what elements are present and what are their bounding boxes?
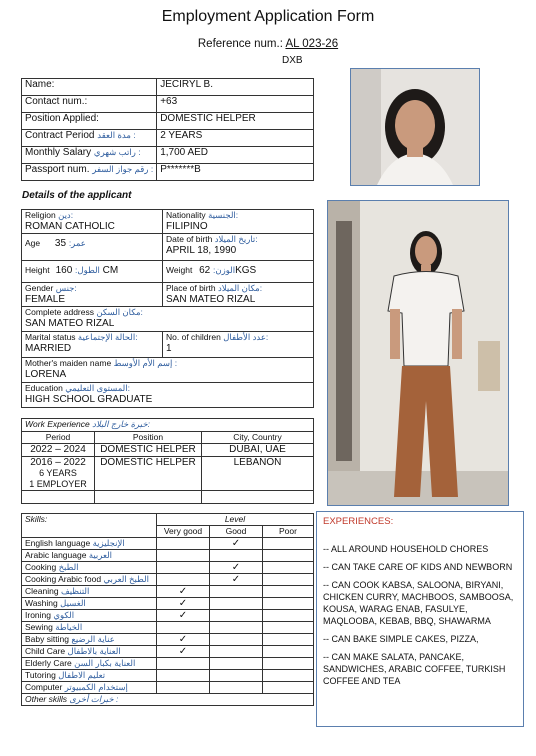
form-title: Employment Application Form (161, 8, 375, 25)
skill-g (210, 646, 263, 658)
skill-vg (157, 682, 210, 694)
details-heading: Details of the applicant (22, 190, 132, 201)
skill-name: Cooking Arabic food (25, 574, 102, 584)
pob-label-ar: مكان الميلاد: (218, 283, 263, 293)
skill-name: Computer (25, 682, 63, 692)
passport-label-cell (22, 164, 157, 181)
work-empty-c (202, 491, 314, 504)
children-value: 1 (166, 343, 172, 354)
skill-g (210, 550, 263, 562)
work-city-0: DUBAI, UAE (202, 444, 314, 457)
mother-label: Mother's maiden name (25, 358, 112, 368)
skill-vg (157, 670, 210, 682)
skill-name-ar: عناية الرضيع (71, 634, 115, 644)
skill-name-ar: تعليم الاطفال (58, 670, 106, 680)
salary-label-cell (22, 147, 157, 164)
experience-item: -- ALL AROUND HOUSEHOLD CHORES (323, 544, 489, 554)
skill-vg: ✓ (157, 634, 210, 646)
skill-vg: ✓ (157, 598, 210, 610)
full-body-photo (327, 200, 509, 506)
headshot-illustration (351, 69, 479, 185)
level-label: Level (157, 514, 314, 526)
education-label-ar: المستوى التعليمي: (65, 383, 130, 393)
skill-name: Elderly Care (25, 658, 72, 668)
mother-label-ar: إسم الأم الأوسط : (113, 358, 178, 368)
skill-name-ar: العناية بالاطفال (67, 646, 121, 656)
skill-vg: ✓ (157, 610, 210, 622)
col-city: City, Country (202, 432, 314, 444)
contract-label: Contract Period (25, 130, 95, 141)
skill-p (263, 538, 314, 550)
skill-name: Washing (25, 598, 58, 608)
gender-value: FEMALE (25, 294, 66, 305)
dob-label: Date of birth (166, 234, 213, 244)
skill-row-cleaning (22, 586, 157, 598)
marital-label: Marital status (25, 332, 76, 342)
experience-item: -- CAN TAKE CARE OF KIDS AND NEWBORN (323, 562, 513, 572)
skill-row-english (22, 538, 157, 550)
address-value: SAN MATEO RIZAL (25, 318, 115, 329)
religion-value: ROMAN CATHOLIC (25, 221, 115, 232)
salary-value: 1,700 AED (157, 147, 314, 164)
skill-row-washing (22, 598, 157, 610)
gender-label: Gender (25, 283, 54, 293)
skill-p (263, 622, 314, 634)
skill-name: Tutoring (25, 670, 56, 680)
gender-cell (22, 283, 163, 307)
location-code: DXB (282, 55, 303, 66)
height-label-ar: الطول: (75, 265, 100, 275)
marital-label-ar: الحالة الإجتماعية: (77, 332, 138, 342)
work-empty-a (22, 491, 95, 504)
weight-cell (163, 261, 314, 283)
weight-value: 62KGS (199, 265, 257, 276)
skill-g (210, 610, 263, 622)
skill-row-baby-sitting (22, 634, 157, 646)
work-experience-table (21, 418, 314, 504)
age-label-ar: عمر: (68, 238, 86, 248)
skill-name-ar: العربية (88, 550, 113, 560)
skill-p (263, 658, 314, 670)
col-good: Good (210, 526, 263, 538)
skill-name: Sewing (25, 622, 53, 632)
other-skills-label-ar: خبرات أخرى : (69, 694, 119, 704)
skill-g (210, 658, 263, 670)
salary-label-ar: راتب شهري : (93, 147, 141, 157)
skill-p (263, 646, 314, 658)
skill-p (263, 610, 314, 622)
passport-label-ar: رقم جواز السفر : (92, 164, 154, 174)
skill-name-ar: الطبخ (58, 562, 79, 572)
skill-p (263, 670, 314, 682)
weight-label-ar: الوزن: (213, 265, 236, 275)
age-cell (22, 234, 163, 261)
skill-name: Arabic language (25, 550, 87, 560)
name-label: Name: (22, 79, 157, 96)
nationality-label: Nationality (166, 210, 206, 220)
skill-row-sewing (22, 622, 157, 634)
skill-row-tutoring (22, 670, 157, 682)
nationality-cell (163, 210, 314, 234)
skill-vg (157, 562, 210, 574)
skill-vg (157, 538, 210, 550)
experience-item: -- CAN MAKE SALATA, PANCAKE, SANDWICHES, ARABIC COFFEE, TURKISH COFFEE AND TEA (323, 652, 506, 686)
pob-label: Place of birth (166, 283, 216, 293)
full-body-illustration (328, 201, 508, 505)
work-empty-b (95, 491, 202, 504)
pob-cell (163, 283, 314, 307)
children-label-ar: عدد الأطفال: (223, 332, 269, 342)
height-value: 160 CM (55, 265, 119, 276)
work-label-cell (22, 419, 314, 432)
height-cell (22, 261, 163, 283)
reference-line (0, 38, 536, 50)
dob-cell (163, 234, 314, 261)
age-label: Age (25, 238, 41, 248)
skill-g (210, 586, 263, 598)
passport-value: P*******B (157, 164, 314, 181)
work-position-1: DOMESTIC HELPER (95, 457, 202, 491)
marital-cell (22, 332, 163, 358)
skill-name-ar: الغسيل (60, 598, 86, 608)
education-value: HIGH SCHOOL GRADUATE (25, 394, 153, 405)
education-label: Education (25, 383, 63, 393)
skill-p (263, 574, 314, 586)
skill-name: Cooking (25, 562, 57, 572)
skill-row-cooking (22, 562, 157, 574)
dob-label-ar: تاريخ الميلاد: (214, 234, 258, 244)
work-label-ar: خبرة خارج البلاد: (92, 419, 150, 429)
marital-value: MARRIED (25, 343, 72, 354)
skill-p (263, 586, 314, 598)
work-period-1: 2016 – 2022 (30, 457, 86, 468)
skill-g (210, 634, 263, 646)
age-value: 35 (54, 238, 67, 249)
skill-name: Baby sitting (25, 634, 69, 644)
col-position: Position (95, 432, 202, 444)
religion-cell (22, 210, 163, 234)
experience-item: -- CAN COOK KABSA, SALOONA, BIRYANI, CHICKEN CURRY, MACHBOOS, SAMBOOSA, KOUSA, WARAG ENAB, FASULYE, MAQLOOBA, KEBAB, BBQ, SHAWARMA (323, 580, 514, 626)
reference-label: Reference num.: (197, 38, 283, 50)
skill-name: Child Care (25, 646, 66, 656)
other-skills-label: Other skills (25, 694, 68, 704)
passport-label: Passport num. (25, 164, 90, 175)
col-very-good: Very good (157, 526, 210, 538)
education-cell (22, 383, 314, 408)
weight-label: Weight (166, 265, 193, 275)
work-city-1: LEBANON (202, 457, 314, 491)
skill-name: Ironing (25, 610, 51, 620)
mother-value: LORENA (25, 369, 67, 380)
skill-name-ar: الطبخ العربي (103, 574, 149, 584)
other-skills-cell (22, 694, 314, 706)
contract-label-ar: مدة العقد : (97, 130, 136, 140)
experience-item: -- CAN BAKE SIMPLE CAKES, PIZZA, (323, 634, 479, 644)
position-value: DOMESTIC HELPER (157, 113, 314, 130)
contract-value: 2 YEARS (157, 130, 314, 147)
headshot-photo (350, 68, 480, 186)
skill-name-ar: العناية بكبار السن (74, 658, 136, 668)
skills-label: Skills: (22, 514, 157, 538)
skill-g (210, 682, 263, 694)
skill-name-ar: الكوي (53, 610, 75, 620)
skill-vg: ✓ (157, 586, 210, 598)
skill-g (210, 622, 263, 634)
skill-row-arabic (22, 550, 157, 562)
address-label: Complete address (25, 307, 94, 317)
contact-value: +63 (157, 96, 314, 113)
skill-name: English language (25, 538, 91, 548)
skill-vg: ✓ (157, 646, 210, 658)
work-period-0: 2022 – 2024 (22, 444, 95, 457)
position-label: Position Applied: (22, 113, 157, 130)
skill-p (263, 598, 314, 610)
religion-label-ar: دين: (58, 210, 74, 220)
height-label: Height (25, 265, 50, 275)
details-table (21, 209, 314, 408)
skill-name: Cleaning (25, 586, 59, 596)
basic-info-table (21, 78, 314, 181)
address-cell (22, 307, 314, 332)
skill-row-arabic-cooking (22, 574, 157, 586)
work-label: Work Experience (25, 419, 90, 429)
experiences-title: EXPERIENCES: (323, 516, 394, 527)
name-value: JECIRYL B. (157, 79, 314, 96)
skill-name-ar: إستخدام الكمبيوتر (64, 682, 128, 692)
nationality-label-ar: الجنسية: (208, 210, 239, 220)
skill-name-ar: الخياطة (55, 622, 83, 632)
pob-value: SAN MATEO RIZAL (166, 294, 256, 305)
skill-p (263, 562, 314, 574)
contract-label-cell (22, 130, 157, 147)
skill-vg (157, 658, 210, 670)
work-position-0: DOMESTIC HELPER (95, 444, 202, 457)
address-label-ar: مكان السكن: (96, 307, 143, 317)
skill-name-ar: التنظيف (60, 586, 90, 596)
skill-row-computer (22, 682, 157, 694)
children-cell (163, 332, 314, 358)
skill-row-child-care (22, 646, 157, 658)
col-period: Period (22, 432, 95, 444)
skill-g: ✓ (210, 538, 263, 550)
religion-label: Religion (25, 210, 56, 220)
skill-g (210, 598, 263, 610)
skill-name-ar: الإنجليزية (92, 538, 125, 548)
skill-vg (157, 622, 210, 634)
reference-value: AL 023-26 (285, 38, 339, 50)
skill-p (263, 634, 314, 646)
dob-value: APRIL 18, 1990 (166, 245, 237, 256)
contact-label: Contact num.: (22, 96, 157, 113)
col-poor: Poor (263, 526, 314, 538)
skill-g: ✓ (210, 574, 263, 586)
skill-p (263, 682, 314, 694)
nationality-value: FILIPINO (166, 221, 208, 232)
salary-label: Monthly Salary (25, 147, 92, 158)
work-summary-years: 6 YEARS (39, 468, 77, 478)
mother-cell (22, 358, 314, 383)
skills-table (21, 513, 314, 706)
skill-vg (157, 550, 210, 562)
skill-p (263, 550, 314, 562)
work-period-1-cell (22, 457, 95, 491)
skill-g: ✓ (210, 562, 263, 574)
work-summary-employers: 1 EMPLOYER (29, 479, 87, 489)
gender-label-ar: جنس: (55, 283, 77, 293)
skill-g (210, 670, 263, 682)
skill-vg (157, 574, 210, 586)
skill-row-elderly-care (22, 658, 157, 670)
children-label: No. of children (166, 332, 221, 342)
skill-row-ironing (22, 610, 157, 622)
experiences-box (316, 511, 524, 727)
